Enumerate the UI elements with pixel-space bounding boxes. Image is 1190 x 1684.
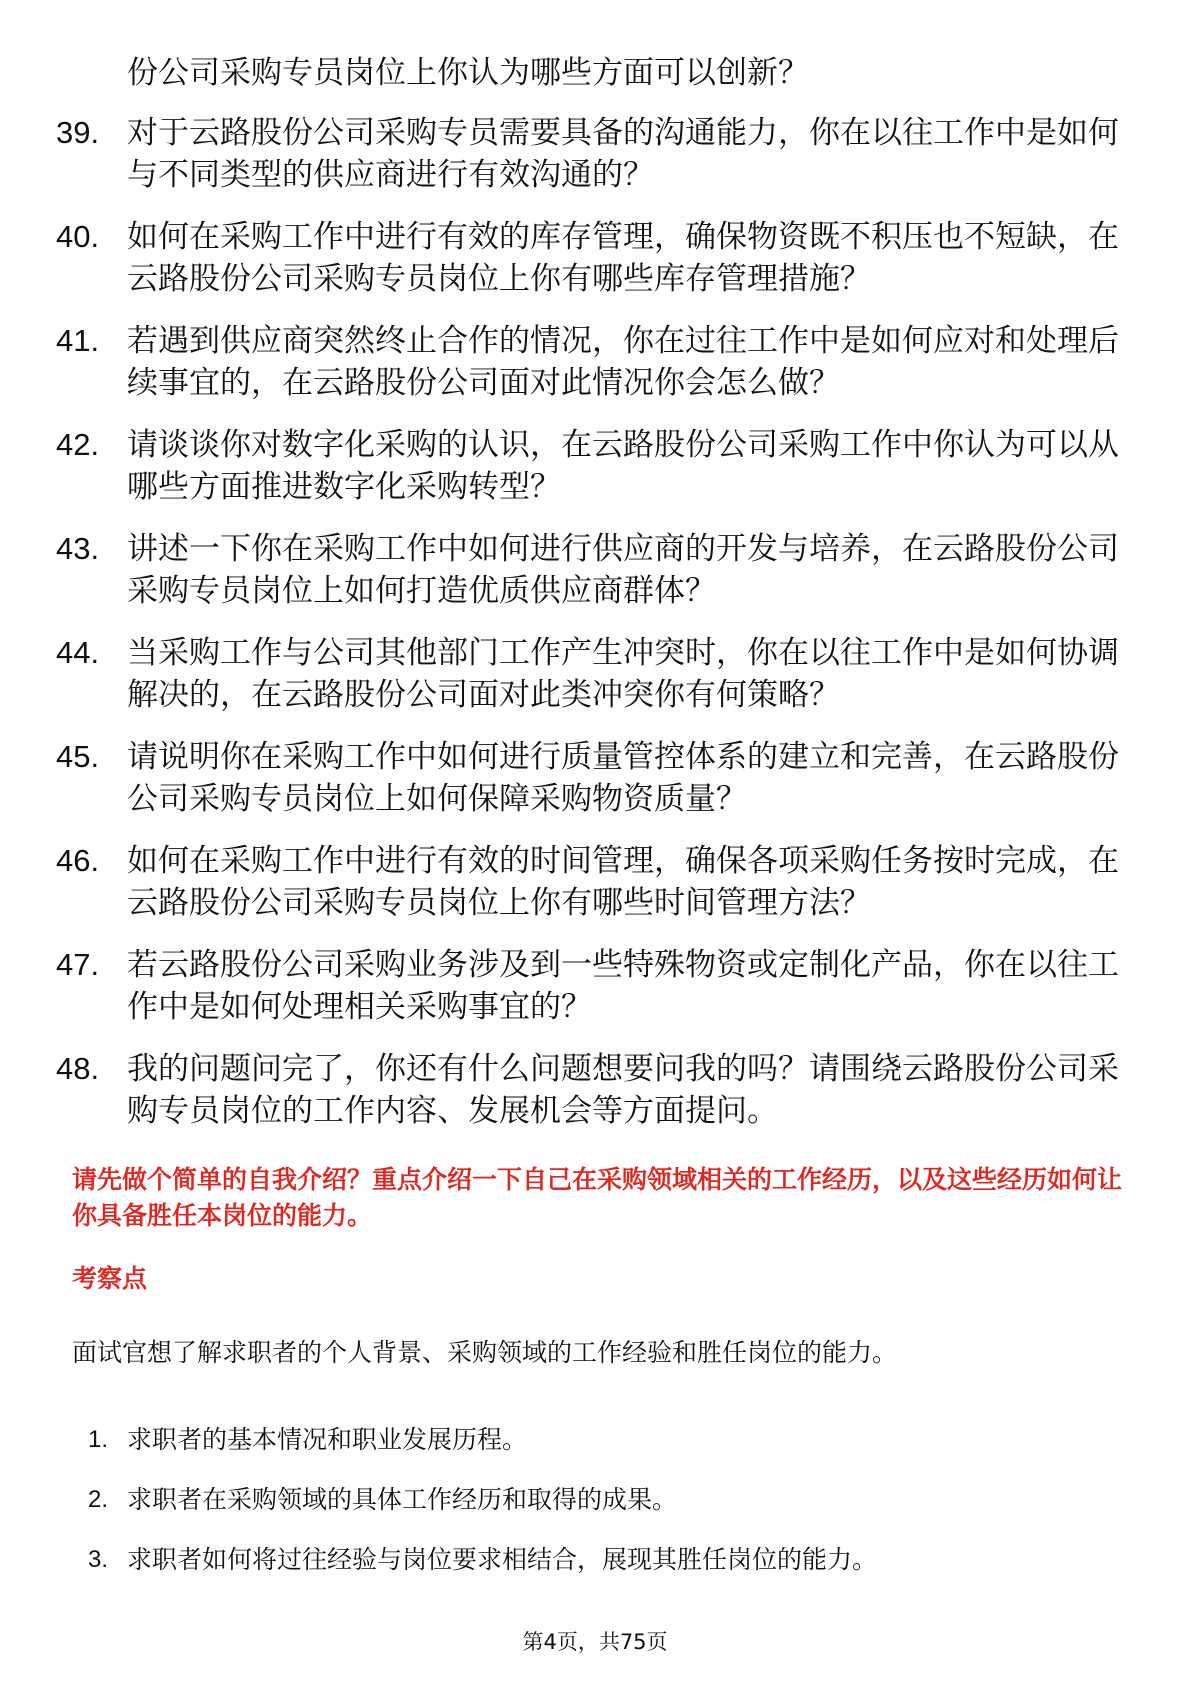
question-list xyxy=(0,112,1190,1152)
question-number: 45. xyxy=(56,739,100,774)
list-item xyxy=(0,216,1190,320)
question-text: 请说明你在采购工作中如何进行质量管控体系的建立和完善，在云路股份公司采购专员岗位上如何保障采购物资质量？ xyxy=(127,739,1119,817)
list-item xyxy=(0,424,1190,528)
list-item xyxy=(0,632,1190,736)
list-item xyxy=(0,1048,1190,1152)
highlighted-question: 请先做个简单的自我介绍？重点介绍一下自己在采购领域相关的工作经历，以及这些经历如何让你具备胜任本岗位的能力。 xyxy=(72,1165,1123,1230)
question-number: 48. xyxy=(56,1051,100,1086)
question-text: 若遇到供应商突然终止合作的情况，你在过往工作中是如何应对和处理后续事宜的，在云路股份公司面对此情况你会怎么做？ xyxy=(127,323,1119,401)
list-item xyxy=(0,1423,1190,1483)
point-number: 3. xyxy=(88,1546,109,1573)
question-text: 当采购工作与公司其他部门工作产生冲突时，你在以往工作中是如何协调解决的，在云路股份公司面对此类冲突你有何策略？ xyxy=(127,635,1119,713)
page-number-footer: 第4页，共75页 xyxy=(522,1630,668,1654)
question-text: 如何在采购工作中进行有效的库存管理，确保物资既不积压也不短缺，在云路股份公司采购专员岗位上你有哪些库存管理措施？ xyxy=(127,219,1119,297)
list-item xyxy=(0,1543,1190,1603)
question-text: 讲述一下你在采购工作中如何进行供应商的开发与培养，在云路股份公司采购专员岗位上如何打造优质供应商群体？ xyxy=(127,531,1119,609)
list-item xyxy=(0,944,1190,1048)
section-heading: 考察点 xyxy=(72,1264,148,1293)
question-text: 如何在采购工作中进行有效的时间管理，确保各项采购任务按时完成，在云路股份公司采购专员岗位上你有哪些时间管理方法？ xyxy=(127,843,1119,921)
point-number: 2. xyxy=(88,1486,109,1513)
question-text: 对于云路股份公司采购专员需要具备的沟通能力，你在以往工作中是如何与不同类型的供应商进行有效沟通的？ xyxy=(127,115,1119,193)
question-continuation: 份公司采购专员岗位上你认为哪些方面可以创新？ xyxy=(127,55,809,91)
question-number: 40. xyxy=(56,219,100,254)
question-text: 我的问题问完了，你还有什么问题想要问我的吗？请围绕云路股份公司采购专员岗位的工作内容、发展机会等方面提问。 xyxy=(127,1051,1119,1129)
question-number: 42. xyxy=(56,427,100,462)
list-item xyxy=(0,112,1190,216)
question-number: 44. xyxy=(56,635,100,670)
section-description: 面试官想了解求职者的个人背景、采购领域的工作经验和胜任岗位的能力。 xyxy=(72,1338,898,1367)
question-text: 请谈谈你对数字化采购的认识，在云路股份公司采购工作中你认为可以从哪些方面推进数字化采购转型？ xyxy=(127,427,1119,505)
list-item xyxy=(0,840,1190,944)
question-number: 43. xyxy=(56,531,100,566)
list-item xyxy=(0,1483,1190,1543)
question-number: 47. xyxy=(56,947,100,982)
question-text: 若云路股份公司采购业务涉及到一些特殊物资或定制化产品，你在以往工作中是如何处理相关采购事宜的？ xyxy=(127,947,1119,1025)
question-number: 41. xyxy=(56,323,100,358)
point-text: 求职者如何将过往经验与岗位要求相结合，展现其胜任岗位的能力。 xyxy=(127,1545,878,1574)
point-number: 1. xyxy=(88,1426,109,1453)
point-text: 求职者的基本情况和职业发展历程。 xyxy=(127,1425,528,1454)
point-text: 求职者在采购领域的具体工作经历和取得的成果。 xyxy=(127,1485,678,1514)
list-item xyxy=(0,320,1190,424)
assessment-point-list xyxy=(0,1423,1190,1603)
list-item xyxy=(0,736,1190,840)
question-number: 46. xyxy=(56,843,100,878)
list-item xyxy=(0,528,1190,632)
question-number: 39. xyxy=(56,115,100,150)
